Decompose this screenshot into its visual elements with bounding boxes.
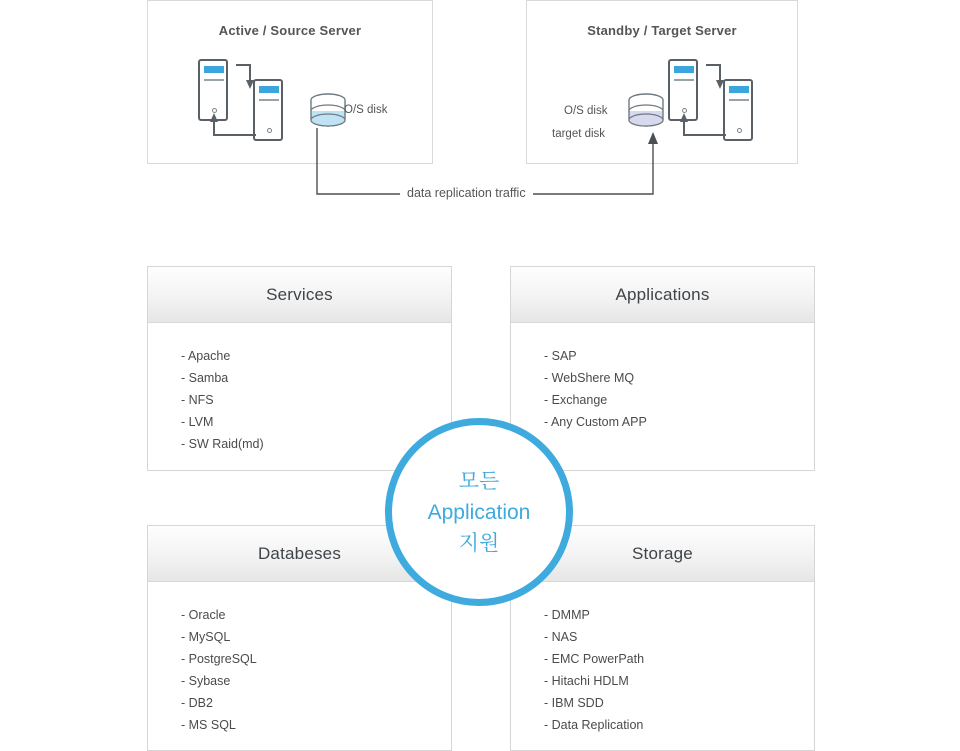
list-item: - LVM (181, 415, 214, 429)
list-item: - Hitachi HDLM (544, 674, 629, 688)
list-item: - Oracle (181, 608, 226, 622)
list-item: - DMMP (544, 608, 590, 622)
panel-applications-body (511, 323, 814, 433)
list-item: - WebShere MQ (544, 371, 635, 385)
center-highlight-circle (385, 418, 573, 606)
list-item: - MySQL (181, 630, 231, 644)
center-circle-line-2: Application (427, 500, 531, 524)
panel-services-title: Services (266, 284, 333, 304)
standby-server-title: Standby / Target Server (587, 23, 737, 38)
list-item: - Samba (181, 371, 229, 385)
center-circle-line-1: 모든 (458, 469, 500, 493)
list-item: - PostgreSQL (181, 652, 257, 666)
panel-services-header (148, 267, 451, 323)
panel-storage-body (511, 582, 814, 736)
list-item: - SAP (544, 349, 577, 363)
panel-applications-header (511, 267, 814, 323)
standby-os-disk-label: O/S disk (564, 105, 608, 117)
panel-databeses-title: Databeses (257, 543, 342, 563)
list-item: - Sybase (181, 674, 231, 688)
data-replication-traffic-label: data replication traffic (400, 186, 533, 200)
list-item: - Apache (181, 349, 231, 363)
panel-services (147, 266, 452, 471)
standby-server-loop-arrows (658, 53, 768, 149)
list-item: - EMC PowerPath (544, 652, 645, 666)
list-item: - Any Custom APP (544, 415, 647, 429)
panel-storage-title: Storage (632, 543, 693, 563)
list-item: - NAS (544, 630, 578, 644)
list-item: - NFS (181, 393, 214, 407)
panel-databeses-body (148, 582, 451, 736)
list-item: - IBM SDD (544, 696, 604, 710)
list-item: - MS SQL (181, 718, 236, 732)
panel-services-body (148, 323, 451, 455)
standby-disks-icon (627, 93, 665, 127)
panel-applications (510, 266, 815, 471)
active-server-loop-arrows (188, 53, 298, 149)
standby-target-disk-label: target disk (552, 128, 606, 140)
center-circle-line-3: 지원 (458, 531, 500, 555)
list-item: - SW Raid(md) (181, 437, 264, 451)
active-server-title: Active / Source Server (218, 23, 362, 38)
list-item: - Data Replication (544, 718, 644, 732)
active-os-disk-icon (309, 93, 347, 127)
list-item: - Exchange (544, 393, 608, 407)
list-item: - DB2 (181, 696, 213, 710)
active-os-disk-label: O/S disk (344, 104, 388, 116)
panel-applications-title: Applications (615, 284, 710, 304)
